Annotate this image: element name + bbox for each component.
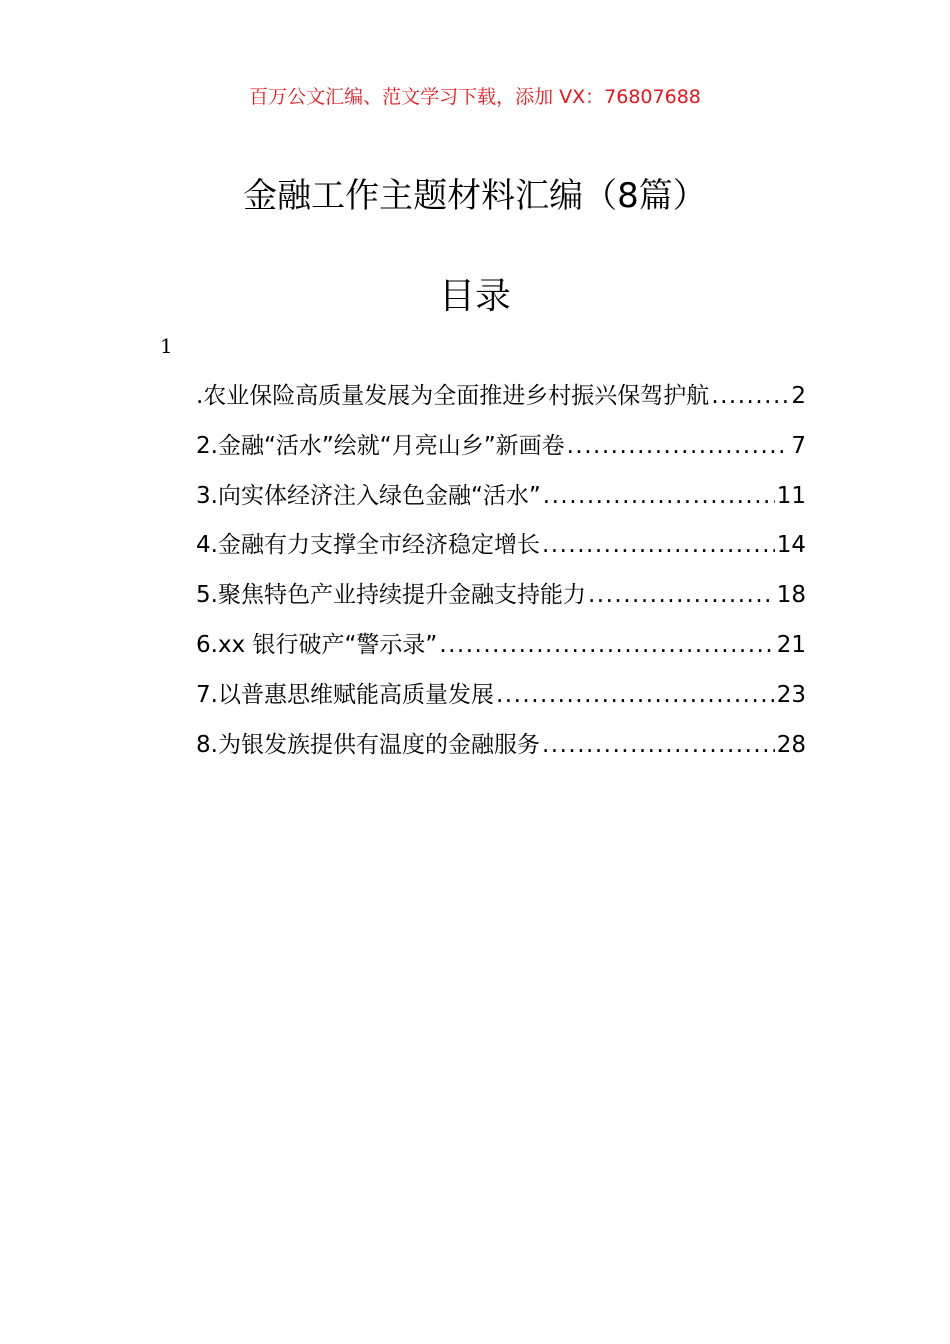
toc-dot-leader — [543, 475, 775, 517]
download-watermark: 百万公文汇编、范文学习下载，添加 VX：76807688 — [249, 86, 701, 108]
toc-heading: 目录 — [438, 276, 511, 317]
toc-entry-title: 7.以普惠思维赋能高质量发展 — [196, 681, 494, 708]
toc-dot-leader — [711, 375, 789, 417]
toc-entry-title: 3.向实体经济注入绿色金融“活水” — [196, 482, 541, 509]
toc-entry-1[interactable] — [196, 375, 806, 425]
document-title: 金融工作主题材料汇编（8篇） — [243, 176, 707, 216]
toc-dot-leader — [588, 574, 775, 616]
toc-page-number: 2 — [791, 383, 806, 409]
toc-entry-5[interactable] — [196, 574, 806, 624]
stray-number: 1 — [160, 334, 173, 358]
toc-entry-6[interactable] — [196, 624, 806, 674]
toc-page-number: 7 — [791, 432, 806, 459]
toc-page-number: 18 — [776, 582, 806, 609]
toc-dot-leader — [542, 724, 775, 766]
table-of-contents — [196, 375, 806, 773]
toc-dot-leader — [496, 674, 775, 716]
toc-entry-title: .农业保险高质量发展为全面推进乡村振兴保驾护航 — [196, 383, 710, 409]
toc-dot-leader — [439, 624, 774, 666]
toc-entry-title: 5.聚焦特色产业持续提升金融支持能力 — [196, 582, 586, 609]
toc-page-number: 14 — [776, 532, 806, 559]
toc-entry-7[interactable] — [196, 674, 806, 724]
toc-entry-3[interactable] — [196, 475, 806, 525]
toc-page-number: 23 — [776, 681, 806, 708]
toc-entry-2[interactable] — [196, 425, 806, 475]
toc-entry-4[interactable] — [196, 524, 806, 574]
toc-entry-title: 6.xx 银行破产“警示录” — [196, 631, 438, 658]
toc-entry-title: 2.金融“活水”绘就“月亮山乡”新画卷 — [196, 432, 565, 459]
toc-page-number: 11 — [776, 482, 806, 509]
toc-entry-8[interactable] — [196, 724, 806, 774]
toc-dot-leader — [567, 425, 790, 467]
toc-dot-leader — [542, 524, 775, 566]
toc-entry-title: 8.为银发族提供有温度的金融服务 — [196, 731, 540, 758]
toc-entry-title: 4.金融有力支撑全市经济稳定增长 — [196, 532, 540, 559]
toc-page-number: 21 — [776, 631, 806, 658]
toc-page-number: 28 — [776, 731, 806, 758]
